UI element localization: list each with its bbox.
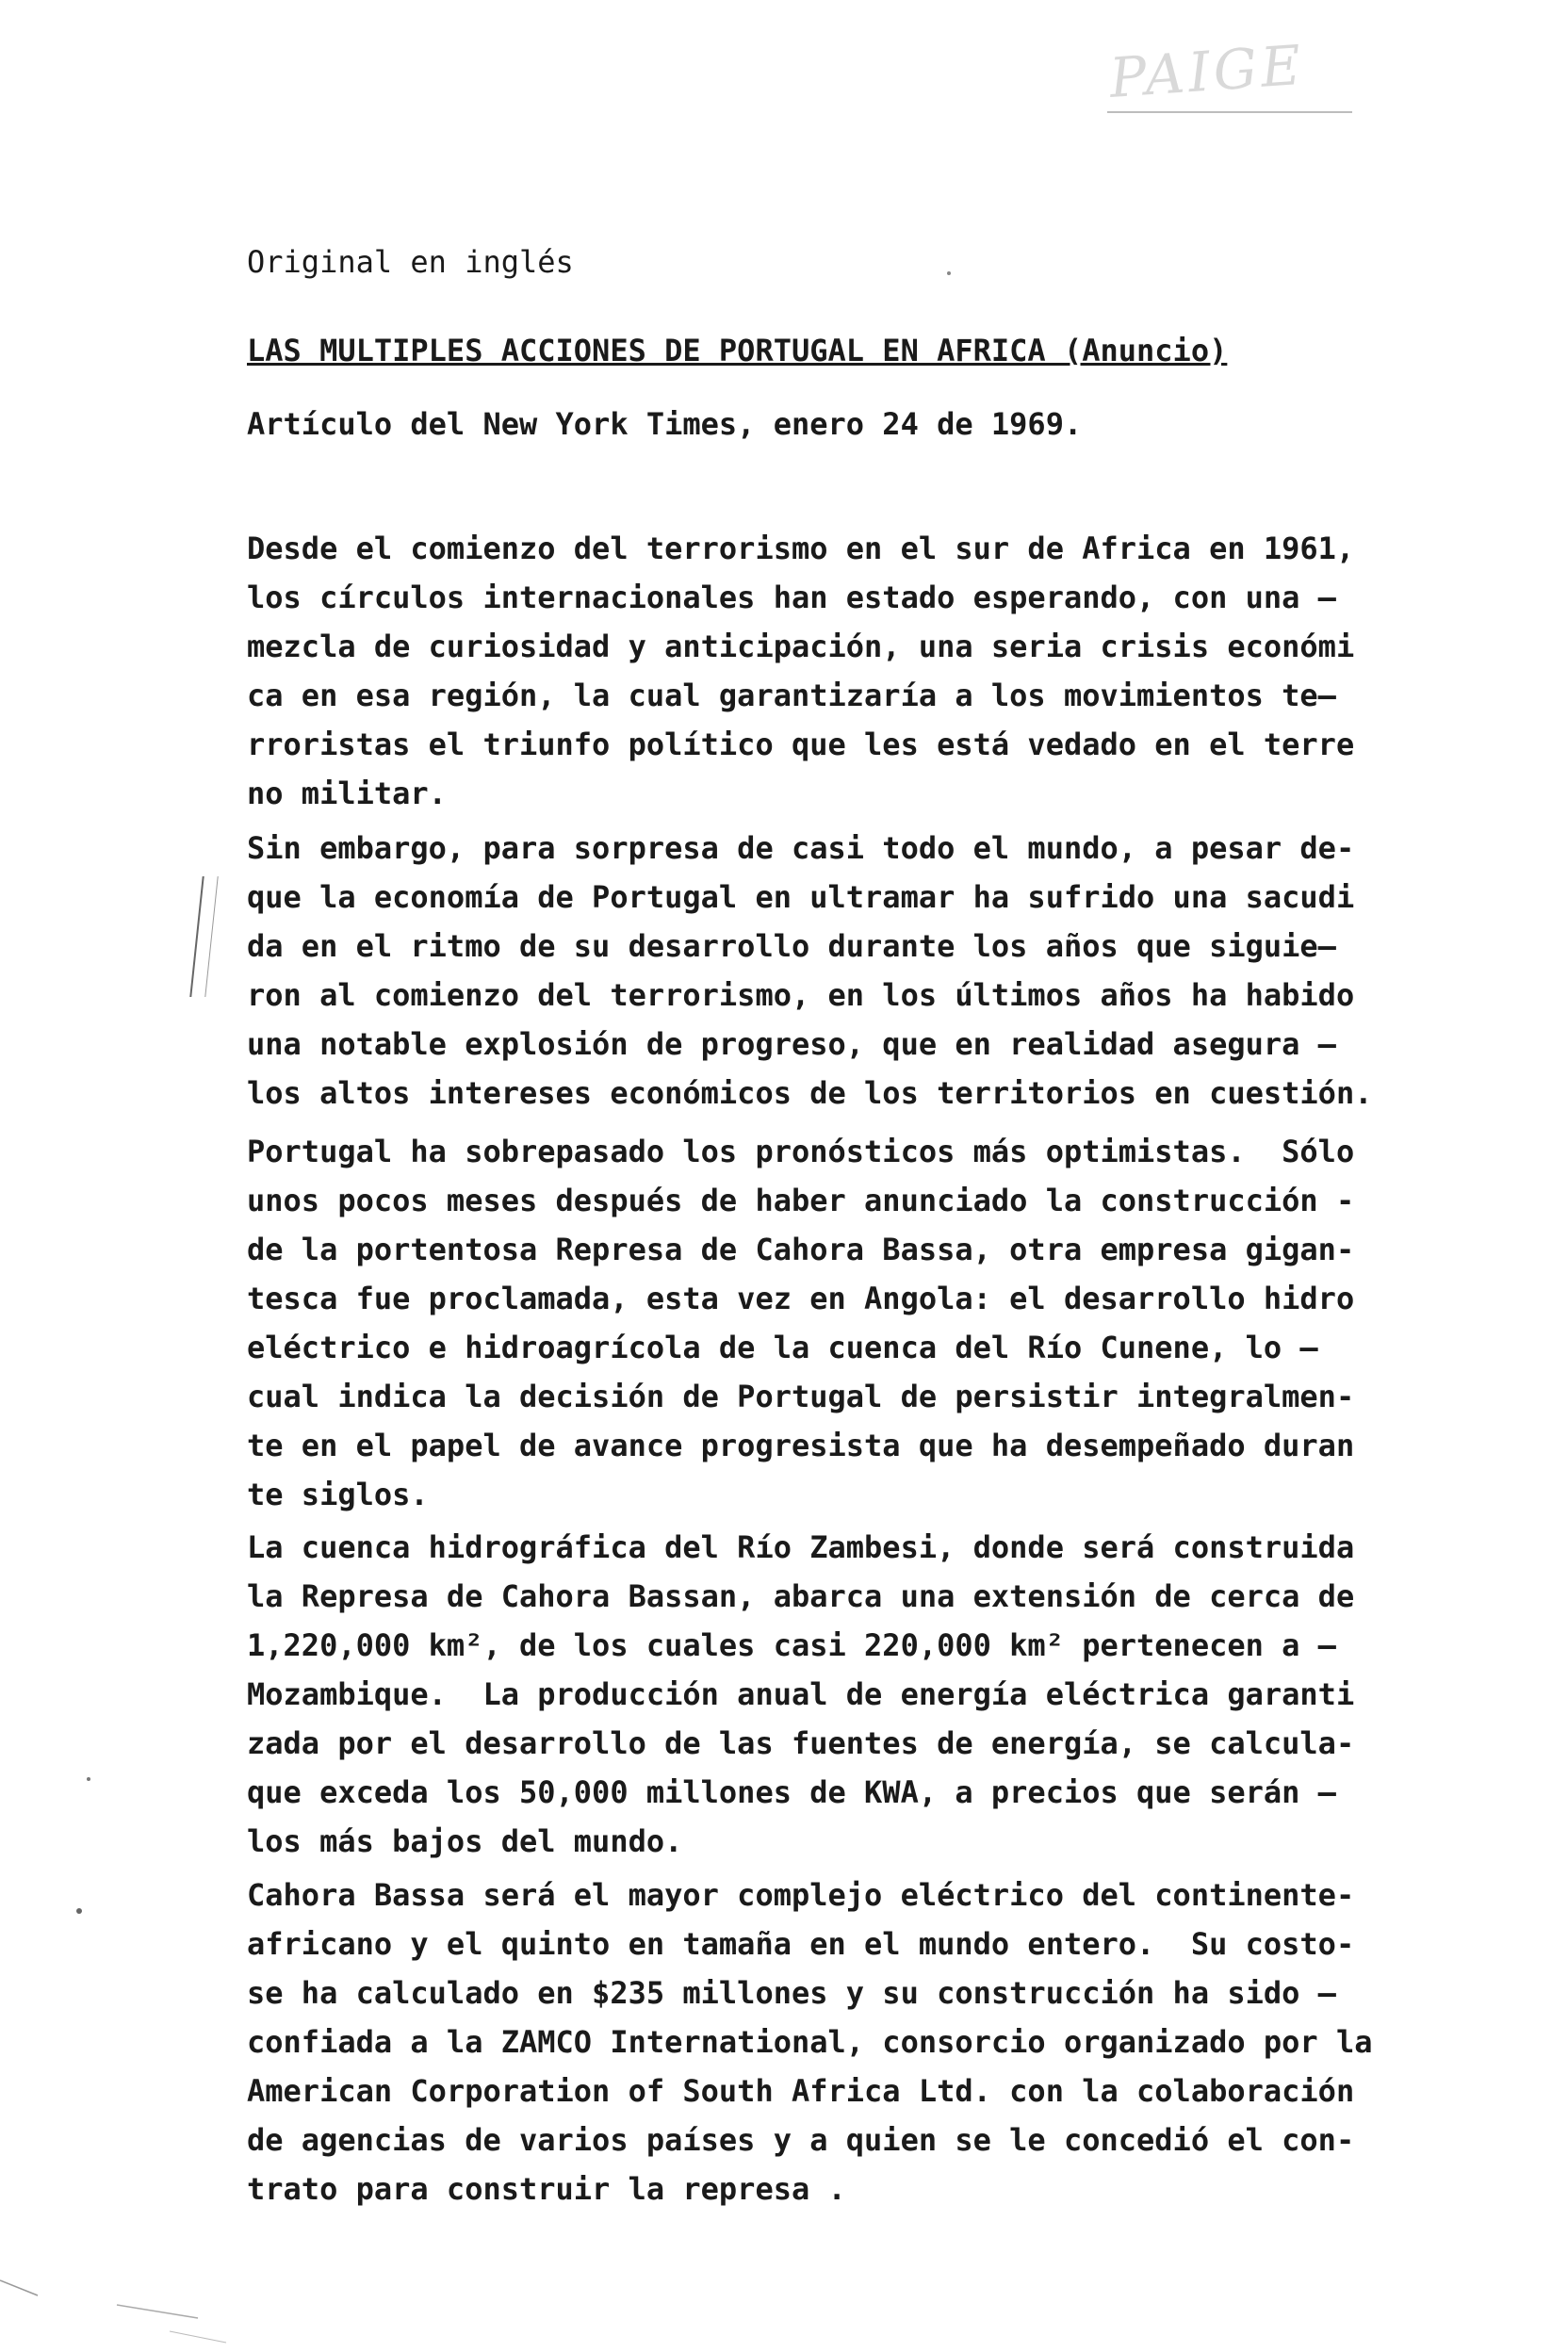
original-language-note: Original en inglés <box>247 244 574 280</box>
paragraph-5: Cahora Bassa será el mayor complejo eléctrico del continente- africano y el quinto en tamaña en el mundo entero. Su costo- se ha calculado en $235 millones y su construcción ha sido — confiada a la ZAMCO International, consorcio organizado por la American Corporation of South Africa Ltd. con la colaboración de agencias de varios países y a quien se le concedió el con- trato para construir la represa . <box>247 1877 1373 2207</box>
margin-pencil-mark <box>189 876 218 997</box>
paragraph-4: La cuenca hidrográfica del Río Zambesi, donde será construida la Represa de Cahora Bassan, abarca una extensión de cerca de 1,220,000 km², de los cuales casi 220,000 km² pertenecen a — Mozambique. La producción anual de energía eléctrica garanti zada por el desarrollo de las fuentes de energía, se calcula- que exceda los 50,000 millones de KWA, a precios que serán — los más bajos del mundo. <box>247 1529 1355 1859</box>
paragraph-1: Desde el comienzo del terrorismo en el sur de Africa en 1961, los círculos internacionales han estado esperando, con una — mezcla de curiosidad y anticipación, una seria crisis económi ca en esa región, la cual garantizaría a los movimientos te— rroristas el triunfo político que les está vedado en el terre no militar. <box>247 531 1355 811</box>
document-source: Artículo del New York Times, enero 24 de 1969. <box>247 406 1083 442</box>
stamp-underline <box>1107 111 1352 113</box>
document-title: LAS MULTIPLES ACCIONES DE PORTUGAL EN AFRICA (Anuncio) <box>247 333 1228 368</box>
page-stamp: PAIGE <box>1107 32 1307 111</box>
paragraph-2: Sin embargo, para sorpresa de casi todo el mundo, a pesar de- que la economía de Portugal en ultramar ha sufrido una sacudi da en el ritmo de su desarrollo durante los años que siguie— ron al comienzo del terrorismo, en los últimos años ha habido una notable explosión de progreso, que en realidad asegura — los altos intereses económicos de los territorios en cuestión. <box>247 830 1373 1111</box>
paragraph-3: Portugal ha sobrepasado los pronósticos más optimistas. Sólo unos pocos meses después de haber anunciado la construcción - de la portentosa Represa de Cahora Bassa, otra empresa gigan- tesca fue proclamada, esta vez en Angola: el desarrollo hidro eléctrico e hidroagrícola de la cuenca del Río Cunene, lo — cual indica la decisión de Portugal de persistir integralmen- te en el papel de avance progresista que ha desempeñado duran te siglos. <box>247 1134 1355 1512</box>
